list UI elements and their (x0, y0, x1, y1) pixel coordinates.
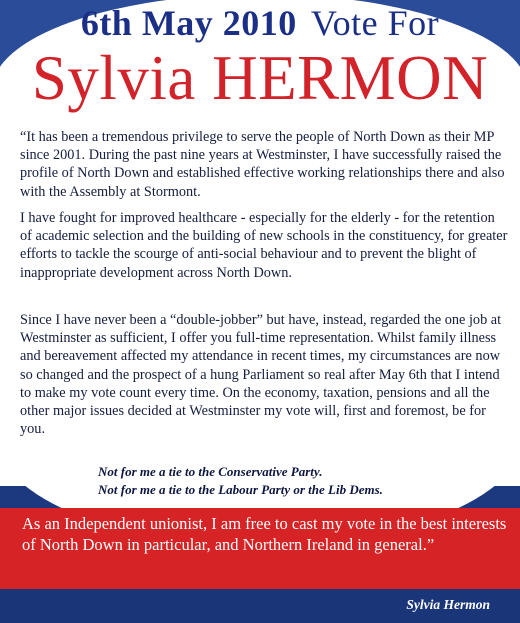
candidate-name-heading: Sylvia HERMON (31, 43, 489, 113)
signature: Sylvia Hermon (406, 597, 490, 612)
paragraph-full-time: Since I have never been a “double-jobber” but have, instead, regarded the one job at Westminster as sufficient, I offer you full-time representation. Whilst family illness and bereavement affected my attendance in recent times, my circumstances are now so changed and the prospect of a hung Parliament so real after May 6th that I intend to make my vote count every time. On the economy, taxation, pensions and all the other major issues decided at Westminster my vote will, first and foremost, be for you. (20, 312, 502, 438)
not-for-conservative: Not for me a tie to the Conservative Party. (98, 464, 323, 479)
election-date: 6th May 2010 (80, 3, 297, 43)
headline-date-line (0, 2, 520, 44)
closing-quote: As an Independent unionist, I am free to cast my vote in the best interests of North Down in particular, and Northern Ireland in general.” (22, 514, 507, 554)
paragraph-record: “It has been a tremendous privilege to serve the people of North Down as their MP since 2001. During the past nine years at Westminster, I have successfully raised the profile of North Down and established effective working relationships there and also with the Assembly at Stormont. (20, 129, 505, 200)
not-for-labour-libdem: Not for me a tie to the Labour Party or the Lib Dems. (98, 482, 383, 497)
paragraph-priorities: I have fought for improved healthcare - especially for the elderly - for the retention of academic selection and the building of new schools in the constituency, for greater efforts to tackle the scourge of anti-social behaviour and to prevent the blight of inappropriate development across North Down. (20, 210, 508, 281)
vote-for-text: Vote For (310, 3, 440, 43)
